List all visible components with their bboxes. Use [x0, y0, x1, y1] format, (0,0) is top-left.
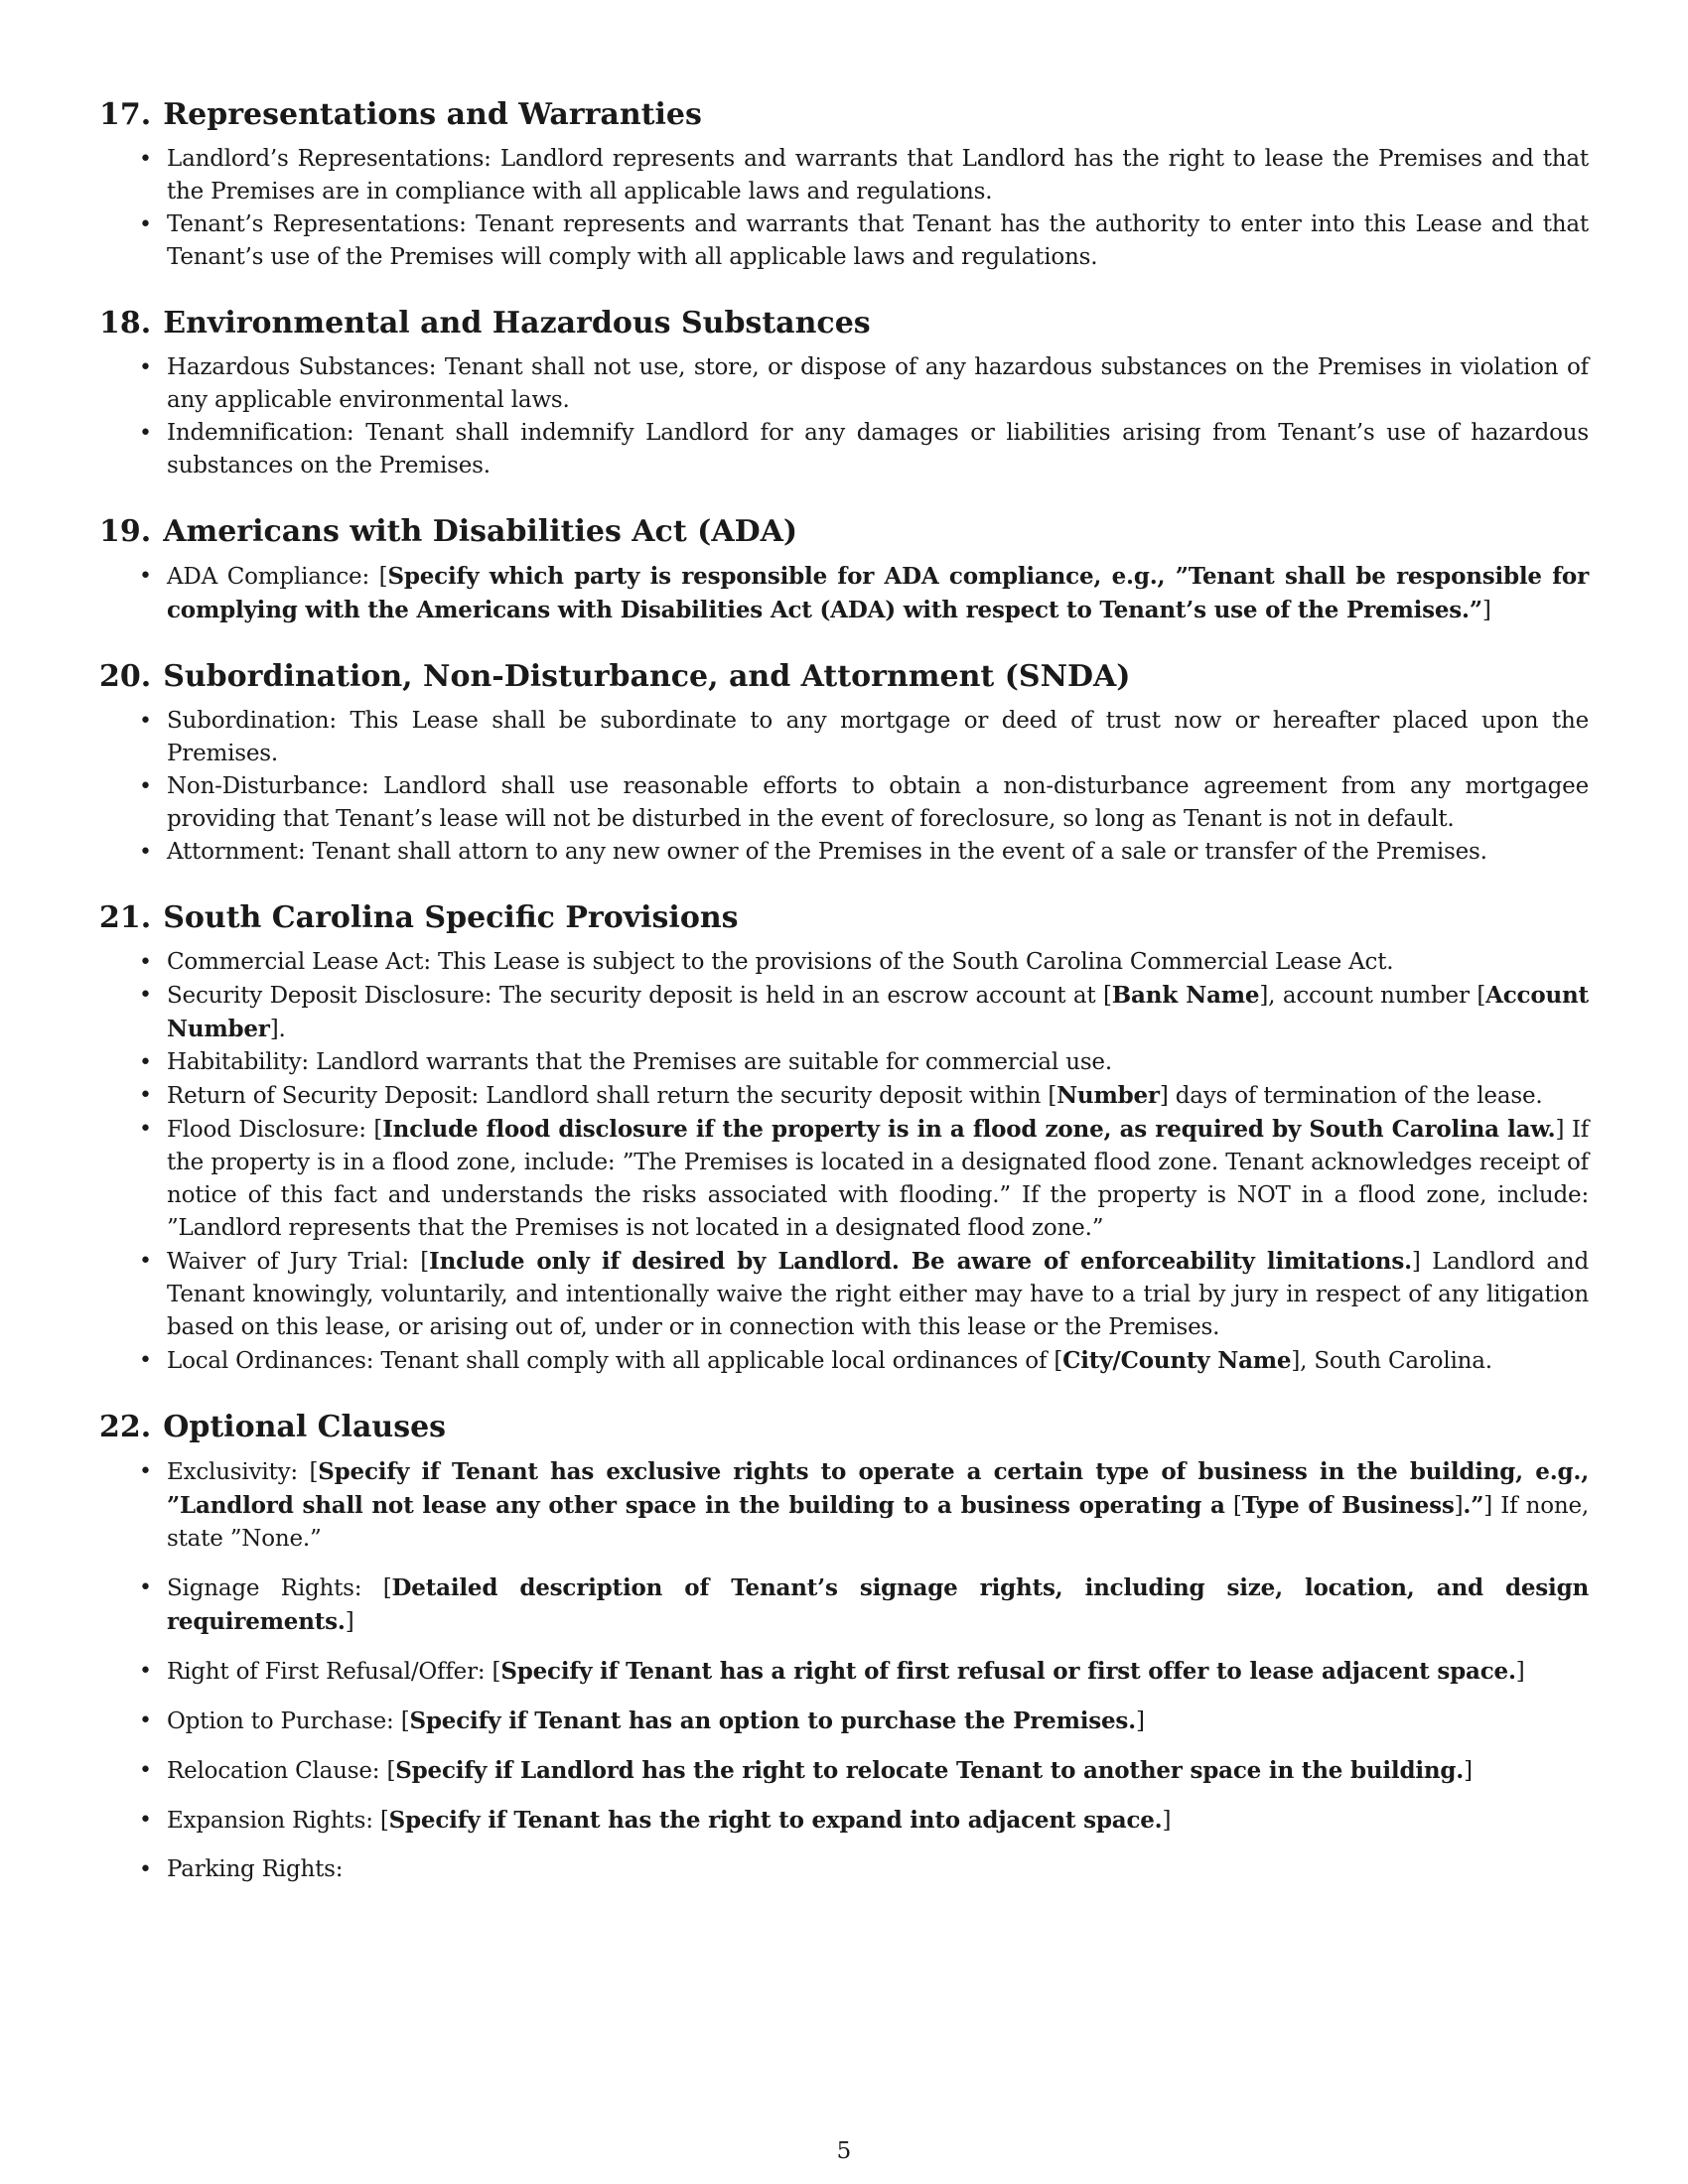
section-21	[99, 898, 1589, 1378]
section-heading	[99, 95, 1589, 135]
clause-label: Signage Rights:	[167, 1575, 362, 1601]
list-item	[167, 1853, 1589, 1886]
placeholder-instruction: Specify which party is responsible for ADA compliance, e.g., ”Tenant shall be responsible for complying with the Americans with Disabilities Act (ADA) with respect to Tenant’s use of the Premises.”	[167, 563, 1589, 623]
list-item	[167, 705, 1589, 770]
clause-label: Subordination:	[167, 708, 337, 734]
clause-list	[99, 705, 1589, 869]
clause-label: Right of First Refusal/Offer:	[167, 1659, 486, 1685]
clause-label: Habitability:	[167, 1049, 309, 1075]
section-number: 18.	[99, 306, 152, 341]
list-item	[167, 1046, 1589, 1079]
section-title: Optional Clauses	[163, 1410, 447, 1444]
document-page	[99, 95, 1589, 1916]
clause-label: Tenant’s Representations:	[167, 211, 467, 237]
clause-label: Relocation Clause:	[167, 1758, 380, 1784]
clause-text: Landlord shall return the security deposit within	[486, 1083, 1042, 1109]
section-heading	[99, 304, 1589, 343]
clause-text: If none, state ”None.”	[167, 1493, 1590, 1552]
section-number: 22.	[99, 1410, 152, 1444]
list-item: • Right of First Refusal/Offer: [Specify if Tenant has a right of first refusal or first offer to lease adjacent space.]	[167, 1655, 1589, 1689]
section-heading	[99, 512, 1589, 552]
section-heading	[99, 898, 1589, 938]
section-number: 19.	[99, 514, 152, 549]
clause-text: , account number	[1268, 983, 1470, 1009]
list-item	[167, 770, 1589, 836]
clause-label: ADA Compliance:	[167, 564, 369, 590]
clause-label: Landlord’s Representations:	[167, 146, 492, 172]
clause-text: Landlord shall use reasonable efforts to obtain a non-disturbance agreement from any mortgagee providing that Tenant’s lease will not be disturbed in the event of foreclosure, so long as Tenant is not in default.	[167, 773, 1589, 832]
placeholder-city-county: City/County Name	[1062, 1347, 1292, 1374]
list-item	[167, 946, 1589, 979]
clause-text: Tenant shall indemnify Landlord for any damages or liabilities arising from Tenant’s use of hazardous substances on the Premises.	[167, 420, 1589, 478]
placeholder-end: .”	[1463, 1492, 1484, 1519]
section-title: Representations and Warranties	[163, 97, 702, 132]
clause-text: Landlord and Tenant knowingly, voluntarily, and intentionally waive the right either may have to a trial by jury in respect of any litigation based on this lease, or arising out of, under or in connection with this lease or the Premises.	[167, 1249, 1589, 1340]
section-title: South Carolina Specific Provisions	[163, 900, 739, 935]
list-item: • Signage Rights: [Detailed description of Tenant’s signage rights, including size, location, and design requirements.]	[167, 1571, 1589, 1639]
section-number: 17.	[99, 97, 152, 132]
section-17	[99, 95, 1589, 274]
list-item	[167, 143, 1589, 208]
clause-list	[99, 946, 1589, 1378]
placeholder-instruction: Specify if Landlord has the right to relocate Tenant to another space in the building.	[395, 1757, 1465, 1784]
list-item: • ADA Compliance: [Specify which party is responsible for ADA compliance, e.g., ”Tenant shall be responsible for complying with the Americans with Disabilities Act (ADA) with respect to Tenant’s use of the Premises.”]	[167, 560, 1589, 627]
section-20	[99, 657, 1589, 869]
section-22	[99, 1408, 1589, 1886]
section-title: Subordination, Non-Disturbance, and Attornment (SNDA)	[163, 659, 1131, 694]
clause-text: Tenant represents and warrants that Tenant has the authority to enter into this Lease and that Tenant’s use of the Premises will comply with all applicable laws and regulations.	[167, 211, 1589, 270]
clause-label: Non-Disturbance:	[167, 773, 369, 799]
list-item: • Relocation Clause: [Specify if Landlord has the right to relocate Tenant to another space in the building.]	[167, 1754, 1589, 1788]
clause-label: Return of Security Deposit:	[167, 1083, 480, 1109]
clause-text: This Lease is subject to the provisions of the South Carolina Commercial Lease Act.	[438, 949, 1394, 975]
section-heading	[99, 1408, 1589, 1447]
list-item: • Security Deposit Disclosure: The security deposit is held in an escrow account at [Bank Name], account number [Account Number].	[167, 979, 1589, 1046]
clause-text: Tenant shall attorn to any new owner of the Premises in the event of a sale or transfer of the Premises.	[312, 839, 1487, 865]
list-item: • Local Ordinances: Tenant shall comply with all applicable local ordinances of [City/County Name], South Carolina.	[167, 1344, 1589, 1378]
clause-text: .	[278, 1017, 286, 1042]
clause-text: If the property is in a flood zone, include: ”The Premises is located in a designated flood zone. Tenant acknowledges receipt of notice of this fact and understands the risks associated with flooding.” If the property is NOT in a flood zone, include: ”Landlord represents that the Premises is not located in a designated flood zone.”	[167, 1117, 1590, 1241]
clause-label: Indemnification:	[167, 420, 354, 446]
clause-text: , South Carolina.	[1300, 1348, 1492, 1374]
clause-label: Hazardous Substances:	[167, 354, 437, 380]
placeholder-instruction: Specify if Tenant has the right to expand into adjacent space.	[388, 1807, 1163, 1834]
clause-label: Expansion Rights:	[167, 1808, 373, 1834]
placeholder-instruction: Specify if Tenant has an option to purchase the Premises.	[409, 1707, 1136, 1734]
section-18	[99, 304, 1589, 482]
clause-label: Waiver of Jury Trial:	[167, 1249, 409, 1275]
clause-label: Commercial Lease Act:	[167, 949, 431, 975]
section-19	[99, 512, 1589, 627]
clause-label: Parking Rights:	[167, 1856, 344, 1882]
page-number: 5	[836, 2138, 852, 2164]
clause-list	[99, 143, 1589, 274]
section-number: 21.	[99, 900, 152, 935]
clause-label: Local Ordinances:	[167, 1348, 374, 1374]
list-item	[167, 351, 1589, 417]
clause-text: Landlord represents and warrants that Landlord has the right to lease the Premises and that the Premises are in compliance with all applicable laws and regulations.	[167, 146, 1589, 205]
clause-text: Tenant shall not use, store, or dispose of any hazardous substances on the Premises in violation of any applicable environmental laws.	[167, 354, 1589, 413]
clause-label: Flood Disclosure:	[167, 1117, 366, 1143]
list-item: • Return of Security Deposit: Landlord shall return the security deposit within [Number] days of termination of the lease.	[167, 1079, 1589, 1113]
placeholder-instruction: Include flood disclosure if the property is in a flood zone, as required by South Carolina law.	[382, 1116, 1556, 1143]
clause-text: This Lease shall be subordinate to any mortgage or deed of trust now or hereafter placed upon the Premises.	[167, 708, 1589, 766]
list-item: • Flood Disclosure: [Include flood disclosure if the property is in a flood zone, as required by South Carolina law.] If the property is in a flood zone, include: ”The Premises is located in a designated flood zone. Tenant acknowledges receipt of notice of this fact and understands the risks associated with flooding.” If the property is NOT in a flood zone, include: ”Landlord represents that the Premises is not located in a designated flood zone.”	[167, 1113, 1589, 1245]
clause-label: Attornment:	[167, 839, 306, 865]
placeholder-account-number: Account Number	[167, 982, 1589, 1042]
placeholder-number: Number	[1056, 1082, 1160, 1109]
clause-text: days of termination of the lease.	[1175, 1083, 1543, 1109]
list-item: • Option to Purchase: [Specify if Tenant has an option to purchase the Premises.]	[167, 1705, 1589, 1738]
list-item	[167, 417, 1589, 482]
placeholder-instruction: Specify if Tenant has exclusive rights to operate a certain type of business in the building, e.g., ”Landlord shall not lease any other space in the building to a business operating a	[167, 1458, 1589, 1519]
placeholder-bank-name: Bank Name	[1111, 982, 1260, 1009]
placeholder-instruction: Specify if Tenant has a right of first refusal or first offer to lease adjacent space.	[500, 1658, 1516, 1685]
section-number: 20.	[99, 659, 152, 694]
clause-list	[99, 560, 1589, 627]
clause-list	[99, 351, 1589, 482]
section-title: Americans with Disabilities Act (ADA)	[163, 514, 798, 549]
placeholder-instruction: Include only if desired by Landlord. Be aware of enforceability limitations.	[429, 1248, 1412, 1275]
section-title: Environmental and Hazardous Substances	[163, 306, 871, 341]
clause-label: Option to Purchase:	[167, 1708, 394, 1734]
section-heading	[99, 657, 1589, 697]
list-item: • Waiver of Jury Trial: [Include only if desired by Landlord. Be aware of enforceability limitations.] Landlord and Tenant knowingly, voluntarily, and intentionally waive the right either may have to a trial by jury in respect of any litigation based on this lease, or arising out of, under or in connection with this lease or the Premises.	[167, 1245, 1589, 1344]
clause-text: Landlord warrants that the Premises are suitable for commercial use.	[316, 1049, 1112, 1075]
list-item: • Exclusivity: [Specify if Tenant has exclusive rights to operate a certain type of business in the building, e.g., ”Landlord shall not lease any other space in the building to a business operating a [Type of Business].”] If none, state ”None.”	[167, 1455, 1589, 1556]
list-item: • Expansion Rights: [Specify if Tenant has the right to expand into adjacent space.]	[167, 1804, 1589, 1838]
clause-label: Exclusivity:	[167, 1459, 298, 1485]
list-item	[167, 208, 1589, 274]
clause-list	[99, 1455, 1589, 1886]
clause-text: Tenant shall comply with all applicable local ordinances of	[380, 1348, 1048, 1374]
list-item	[167, 836, 1589, 869]
placeholder-instruction: Detailed description of Tenant’s signage rights, including size, location, and design requirements.	[167, 1574, 1589, 1635]
clause-label: Security Deposit Disclosure:	[167, 983, 492, 1009]
clause-text: The security deposit is held in an escrow account at	[498, 983, 1096, 1009]
placeholder-type-of-business: Type of Business	[1241, 1492, 1455, 1519]
